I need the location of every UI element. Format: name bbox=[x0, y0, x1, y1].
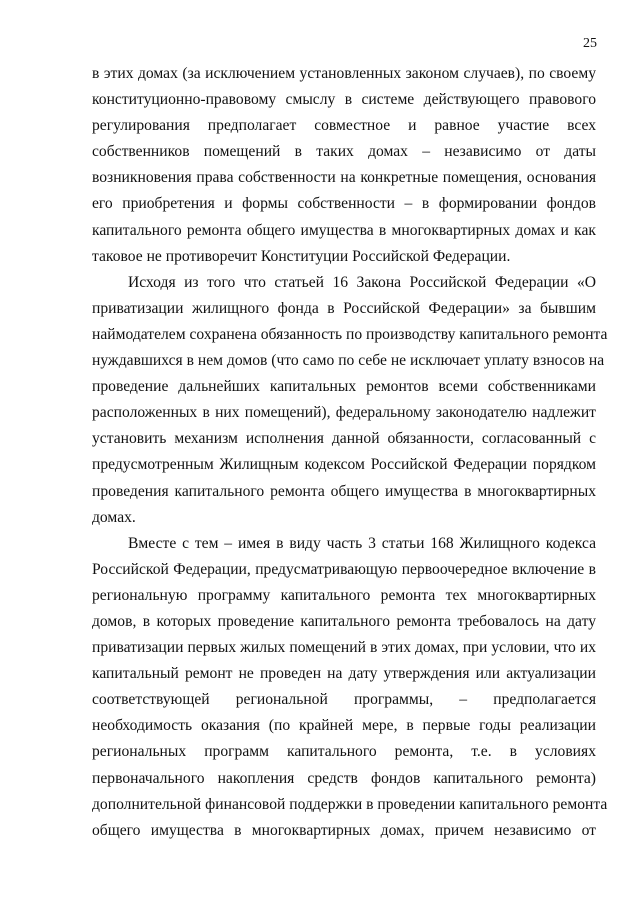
text-line: предусмотренным Жилищным кодексом Российской Федерации порядком bbox=[92, 456, 596, 474]
text-line: Российской Федерации, предусматривающую первоочередное включение в bbox=[92, 560, 596, 578]
text-line: первоначального накопления средств фондов капитального ремонта) bbox=[92, 769, 596, 787]
text-line: таковое не противоречит Конституции Российской Федерации. bbox=[92, 247, 511, 265]
text-line: нуждавшихся в нем домов (что само по себе не исключает уплату взносов на bbox=[92, 352, 605, 370]
text-line: приватизации жилищного фонда в Российской Федерации» за бывшим bbox=[92, 299, 596, 317]
text-line: установить механизм исполнения данной обязанности, согласованный с bbox=[92, 430, 596, 448]
text-line: возникновения права собственности на конкретные помещения, основания bbox=[92, 169, 596, 187]
text-line: домов, в которых проведение капитального ремонта требовалось на дату bbox=[92, 612, 596, 630]
text-line: Вместе с тем – имея в виду часть 3 статьи 168 Жилищного кодекса bbox=[128, 534, 596, 552]
text-line: регулирования предполагает совместное и равное участие всех bbox=[92, 117, 596, 135]
text-line: домах. bbox=[92, 508, 136, 526]
text-line: капитального ремонта общего имущества в многоквартирных домах и как bbox=[92, 221, 596, 239]
text-line: общего имущества в многоквартирных домах, причем независимо от bbox=[92, 821, 596, 839]
document-body bbox=[92, 61, 608, 844]
text-line: необходимость оказания (по крайней мере, в первые годы реализации bbox=[92, 717, 596, 735]
text-line: расположенных в них помещений), федеральному законодателю надлежит bbox=[92, 404, 596, 422]
text-line: Исходя из того что статьей 16 Закона Российской Федерации «О bbox=[128, 273, 596, 291]
text-line: его приобретения и формы собственности – в формировании фондов bbox=[92, 195, 596, 213]
text-line: приватизации первых жилых помещений в этих домах, при условии, что их bbox=[92, 639, 596, 657]
text-line: капитальный ремонт не проведен на дату утверждения или актуализации bbox=[92, 665, 596, 683]
text-line: проведения капитального ремонта общего имущества в многоквартирных bbox=[92, 482, 596, 500]
page-number: 25 bbox=[583, 36, 597, 51]
text-line: проведение дальнейших капитальных ремонтов всеми собственниками bbox=[92, 378, 596, 396]
text-line: региональных программ капитального ремонта, т.е. в условиях bbox=[92, 743, 596, 761]
text-line: наймодателем сохранена обязанность по производству капитального ремонта bbox=[92, 325, 608, 343]
text-line: дополнительной финансовой поддержки в проведении капитального ремонта bbox=[92, 795, 608, 813]
text-line: собственников помещений в таких домах – независимо от даты bbox=[92, 143, 596, 161]
text-line: в этих домах (за исключением установленных законом случаев), по своему bbox=[92, 65, 596, 82]
text-line: конституционно-правовому смыслу в системе действующего правового bbox=[92, 91, 596, 109]
text-line: соответствующей региональной программы, – предполагается bbox=[92, 691, 596, 709]
text-line: региональную программу капитального ремонта тех многоквартирных bbox=[92, 586, 596, 604]
